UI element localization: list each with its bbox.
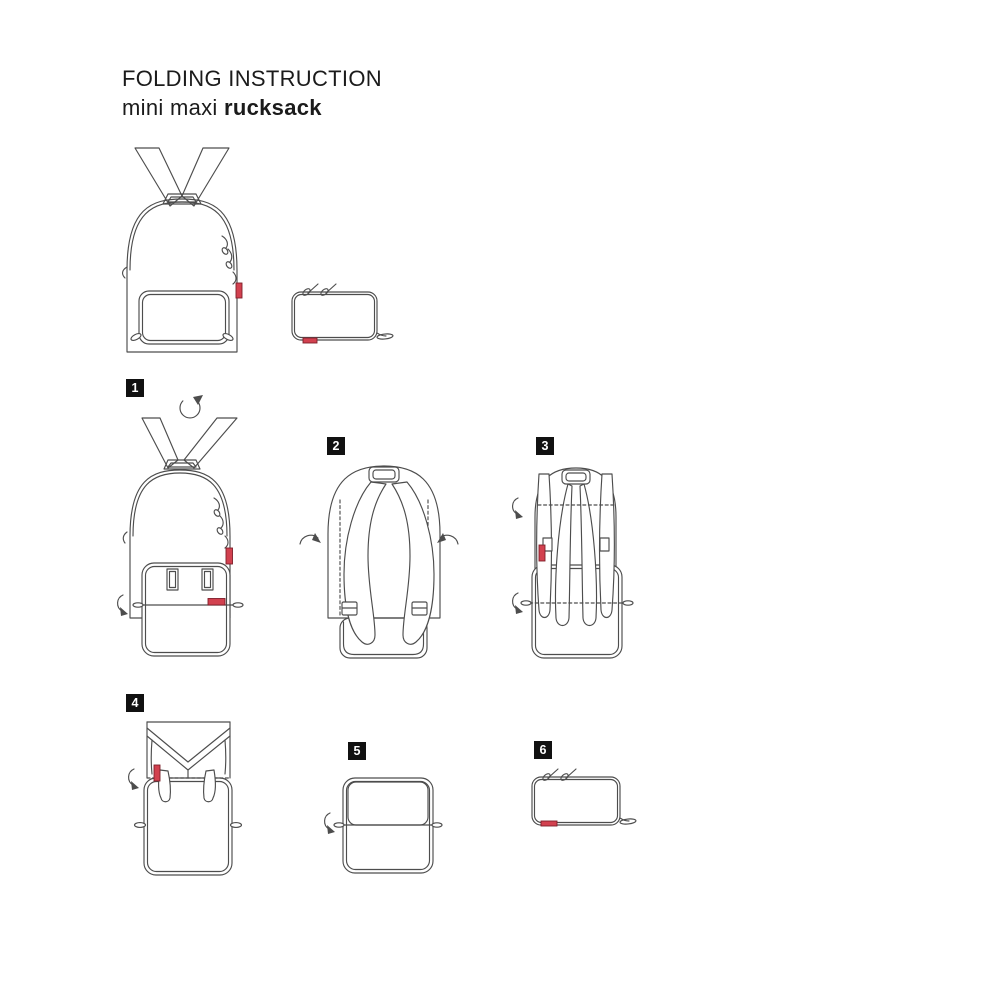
side-loop — [123, 532, 127, 543]
figure-step-3 — [506, 460, 646, 666]
unfolded-pocket — [144, 778, 232, 875]
fold-arrow-icon — [300, 533, 321, 544]
carry-handle — [562, 470, 590, 484]
cord-end — [130, 332, 142, 342]
brand-label — [539, 545, 545, 561]
subtitle-line — [122, 93, 382, 122]
cord-end — [222, 332, 234, 342]
brand-label — [208, 599, 225, 606]
zipper-pulls-icon — [213, 498, 228, 548]
step-5-badge: 5 — [348, 742, 366, 760]
cord-end — [623, 601, 633, 605]
zipper-line — [130, 202, 234, 270]
pouch-body — [292, 292, 377, 340]
carry-handle — [369, 467, 399, 482]
rotate-arrow-icon — [180, 395, 203, 418]
side-loop — [123, 267, 127, 278]
backpack-body — [127, 199, 237, 352]
figure-folded-pouch — [286, 278, 400, 348]
strap-keeper — [600, 538, 609, 551]
brand-label — [236, 283, 242, 298]
pouch-inner-line — [535, 780, 618, 823]
fold-arrow-icon — [325, 813, 335, 834]
figure-step-4 — [118, 712, 248, 882]
cord-end — [233, 603, 243, 607]
brand-label — [154, 765, 160, 781]
step-4-badge: 4 — [126, 694, 144, 712]
cord-end — [432, 823, 442, 827]
strap-tab — [377, 333, 393, 340]
strap-tab — [620, 818, 636, 825]
cord-end — [231, 823, 242, 828]
figure-step-6 — [524, 758, 644, 832]
fold-arrow-icon — [129, 769, 139, 790]
zipper-line — [133, 473, 227, 536]
step-6-badge: 6 — [534, 741, 552, 759]
figure-backpack-front — [116, 144, 248, 356]
figure-step-1 — [110, 394, 266, 664]
cord-end — [521, 601, 531, 605]
brand-label — [541, 821, 557, 826]
subtitle-regular: mini maxi — [122, 95, 225, 120]
subtitle-product-name: rucksack — [224, 95, 322, 120]
cord-end — [133, 603, 143, 607]
fold-arrow-icon — [513, 498, 523, 519]
pouch-inner-line — [295, 295, 375, 338]
shoulder-straps — [342, 482, 434, 644]
brand-label — [226, 548, 233, 564]
step-1-badge: 1 — [126, 379, 144, 397]
front-pocket — [130, 291, 234, 344]
title-line: FOLDING INSTRUCTION — [122, 66, 382, 91]
fold-arrow-icon — [118, 595, 128, 616]
folded-flap — [348, 782, 428, 825]
figure-step-2 — [296, 460, 462, 664]
brand-label — [303, 338, 317, 343]
figure-step-5 — [316, 766, 448, 880]
pouch-body — [532, 777, 620, 825]
unfolded-pocket — [133, 563, 243, 656]
cord-end — [334, 823, 344, 827]
page-title — [122, 64, 382, 122]
step-2-badge: 2 — [327, 437, 345, 455]
cord-end — [135, 823, 146, 828]
step-3-badge: 3 — [536, 437, 554, 455]
